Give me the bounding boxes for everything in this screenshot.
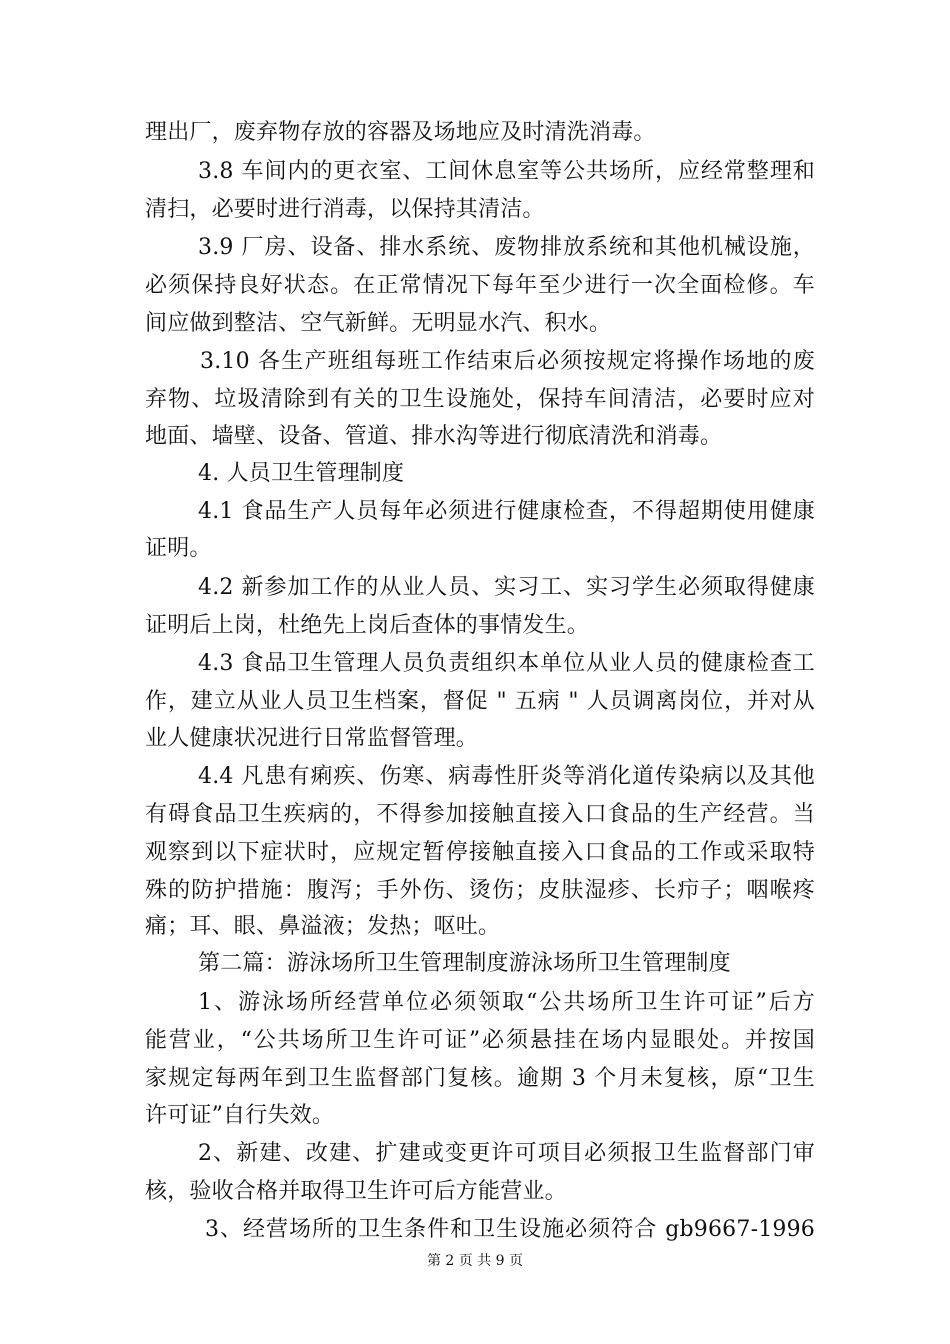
text-line: 许可证”自行失效。 bbox=[145, 1103, 335, 1128]
text-line: 3.9 厂房、设备、排水系统、废物排放系统和其他机械设施， bbox=[198, 235, 815, 260]
text-line: 证明后上岗，杜绝先上岗后查体的事情发生。 bbox=[145, 613, 590, 638]
text-line: 家规定每两年到卫生监督部门复核。逾期 3 个月未复核，原“卫生 bbox=[145, 1066, 815, 1091]
text-line: 理出厂，废弃物存放的容器及场地应及时清洗消毒。 bbox=[145, 120, 656, 145]
text-line: 4.2 新参加工作的从业人员、实习工、实习学生必须取得健康 bbox=[198, 575, 815, 600]
section-heading: 4. 人员卫生管理制度 bbox=[198, 461, 405, 486]
text-line: 2、新建、改建、扩建或变更许可项目必须报卫生监督部门审 bbox=[198, 1141, 815, 1166]
text-line: 4.1 食品生产人员每年必须进行健康检查，不得超期使用健康 bbox=[198, 499, 815, 524]
footer-page-number: 2 bbox=[445, 1253, 455, 1269]
text-line: 4.3 食品卫生管理人员负责组织本单位从业人员的健康检查工 bbox=[198, 651, 815, 676]
text-line: 清扫，必要时进行消毒，以保持其清洁。 bbox=[145, 197, 545, 222]
text-line: 间应做到整洁、空气新鲜。无明显水汽、积水。 bbox=[145, 311, 612, 336]
text-line: 有碍食品卫生疾病的，不得参加接触直接入口食品的生产经营。当 bbox=[145, 802, 815, 827]
text-line: 地面、墙壁、设备、管道、排水沟等进行彻底清洗和消毒。 bbox=[145, 424, 723, 449]
text-line: 证明。 bbox=[145, 536, 212, 561]
section-heading: 第二篇：游泳场所卫生管理制度游泳场所卫生管理制度 bbox=[198, 951, 731, 976]
text-line: 1、游泳场所经营单位必须领取“公共场所卫生许可证”后方 bbox=[198, 990, 815, 1015]
text-line: 4.4 凡患有痢疾、伤寒、病毒性肝炎等消化道传染病以及其他 bbox=[198, 764, 815, 789]
footer-total-pages: 9 bbox=[495, 1253, 505, 1269]
text-line: 能营业，“公共场所卫生许可证”必须悬挂在场内显眼处。并按国 bbox=[145, 1028, 815, 1053]
page-footer bbox=[0, 1252, 950, 1270]
footer-prefix: 第 bbox=[426, 1253, 441, 1269]
text-line: 观察到以下症状时，应规定暂停接触直接入口食品的工作或采取特 bbox=[145, 840, 815, 865]
text-line: 核，验收合格并取得卫生许可后方能营业。 bbox=[145, 1179, 567, 1204]
text-line: 3.8 车间内的更衣室、工间休息室等公共场所，应经常整理和 bbox=[198, 159, 815, 184]
text-line: 作，建立从业人员卫生档案，督促 " 五病 " 人员调离岗位，并对从 bbox=[145, 689, 815, 714]
footer-middle: 页 共 bbox=[458, 1253, 492, 1269]
text-line: 殊的防护措施：腹泻；手外伤、烫伤；皮肤湿疹、长疖子；咽喉疼 bbox=[145, 878, 815, 903]
text-line: 3.10 各生产班组每班工作结束后必须按规定将操作场地的废 bbox=[200, 349, 815, 374]
footer-suffix: 页 bbox=[509, 1253, 524, 1269]
text-line: 3、经营场所的卫生条件和卫生设施必须符合 gb9667-1996 bbox=[205, 1217, 815, 1242]
text-line: 弃物、垃圾清除到有关的卫生设施处，保持车间清洁，必要时应对 bbox=[145, 387, 815, 412]
text-line: 必须保持良好状态。在正常情况下每年至少进行一次全面检修。车 bbox=[145, 273, 815, 298]
text-line: 痛；耳、眼、鼻溢液；发热；呕吐。 bbox=[145, 914, 501, 939]
text-line: 业人健康状况进行日常监督管理。 bbox=[145, 726, 479, 751]
